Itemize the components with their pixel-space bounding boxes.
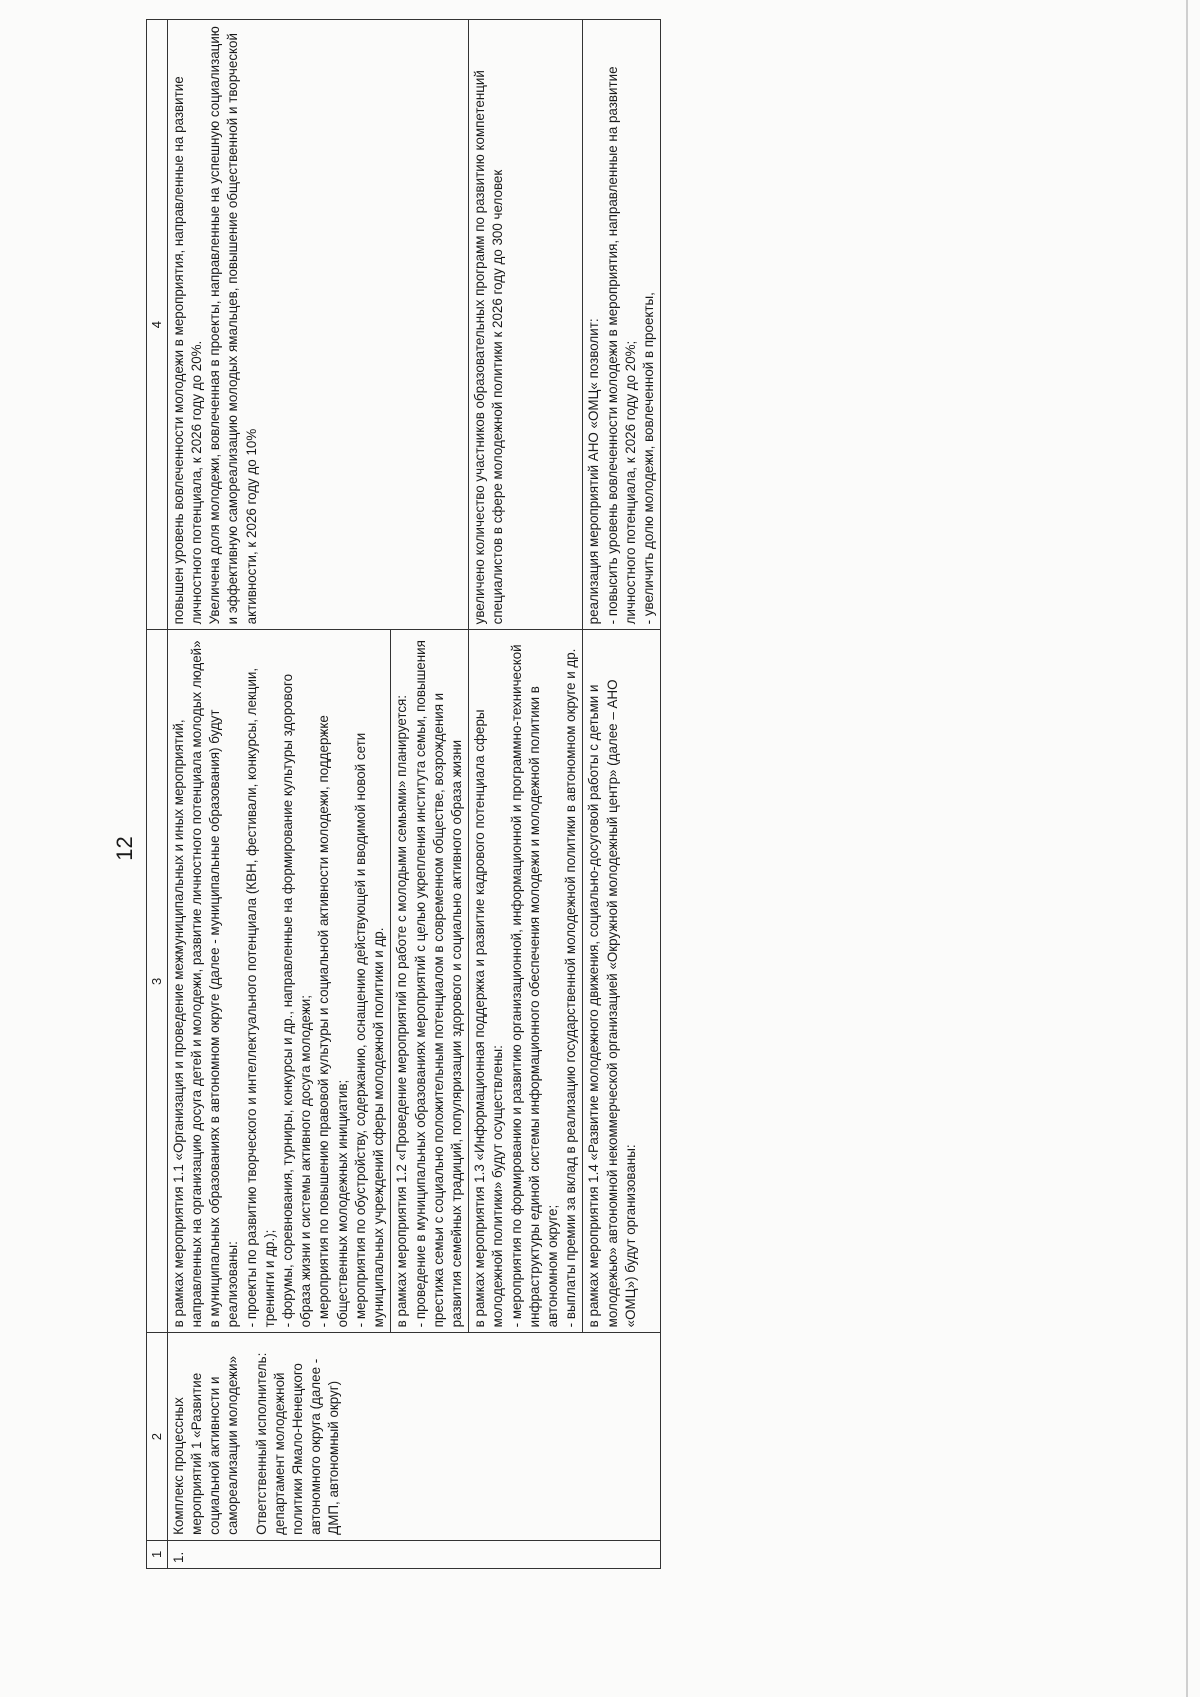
activity-2-description: в рамках мероприятия 1.2 «Проведение мероприятий по работе с молодыми семьями» планируется: - проведение в муниципальных образованиях мероприятий с целью укрепления института семьи, повышения престижа семьи с социально положительным потенциалом в современном обществе, возрождения и развития семейных традиций, популяризации здорового и социально активного образа жизни	[391, 630, 469, 1333]
complex-cell	[167, 1333, 661, 1540]
complex-executor: Ответственный исполнитель: департамент молодежной политики Ямало-Ненецкого автономного округа (далее - ДМП, автономный округ)	[253, 1352, 342, 1535]
header-col-1: 1	[147, 1540, 168, 1568]
table-header-row	[147, 20, 168, 1569]
header-col-3: 3	[147, 630, 168, 1333]
activity-1-description: в рамках мероприятия 1.1 «Организация и проведение межмуниципальных и иных мероприятий, направленных на организацию досуга детей и молодежи, развитие личностного потенциала молодых людей» в муниципальных образованиях в автономном округе (далее - муниципальные образования) будут реализованы: - проекты по развитию творческого и интеллектуального потенциала (КВН, фестивали, конкурсы, лекции, тренинги и др.); - форумы, соревнования, турниры, конкурсы и др., направленные на формирование культуры здорового образа жизни и системы активного досуга молодежи; - мероприятия по повышению правовой культуры и социальной активности молодежи, поддержке общественных молодежных инициатив; - мероприятия по обустройству, содержанию, оснащению действующей и вводимой новой сети муниципальных учреждений сферы молодежной политики и др.	[167, 630, 391, 1333]
row-number-cell	[167, 1540, 661, 1568]
activity-4-result: реализация мероприятий АНО «ОМЦ« позволит: - повысить уровень вовлеченности молодежи в мероприятия, направленные на развитие личностного потенциала, к 2026 году до 20%; - увеличить долю молодежи, вовлеченной в проекты,	[583, 20, 661, 630]
activity-4-description: в рамках мероприятия 1.4 «Развитие молодежного движения, социально-досуговой работы с детьми и молодежью» автономной некоммерческой организацией «Окружной молодежный центр» (далее – АНО «ОМЦ») будут организованы:	[583, 630, 661, 1333]
page-number: 12	[112, 836, 137, 861]
program-table	[146, 19, 661, 1569]
complex-title: Комплекс процессных мероприятий 1 «Развитие социальной активности и самореализации молодежи»	[170, 1355, 241, 1535]
table-row	[167, 20, 391, 1569]
activity-3-description: в рамках мероприятия 1.3 «Информационная поддержка и развитие кадрового потенциала сферы молодежной политики» будут осуществлены: - мероприятия по формированию и развитию организационной, информационной и программно-технической инфраструктуры единой системы информационного обеспечения молодежи и молодежной политики в автономном округе; - выплаты премии за вклад в реализацию государственной молодежной политики в автономном округе и др.	[469, 630, 583, 1333]
header-col-4: 4	[147, 20, 168, 630]
header-col-2: 2	[147, 1333, 168, 1540]
activity-1-result: повышен уровень вовлеченности молодежи в мероприятия, направленные на развитие личностного потенциала, к 2026 году до 20%. Увеличена доля молодежи, вовлеченная в проекты, направленные на успешную социализацию и эффективную самореализацию молодых ямальцев, повышение общественной и творческой активности, к 2026 году до 10%	[167, 20, 469, 630]
activity-3-result: увеличено количество участников образовательных программ по развитию компетенций специалистов в сфере молодежной политики к 2026 году до 300 человек	[469, 20, 583, 630]
row-number: 1.	[170, 1551, 186, 1563]
spacer	[243, 1337, 253, 1534]
